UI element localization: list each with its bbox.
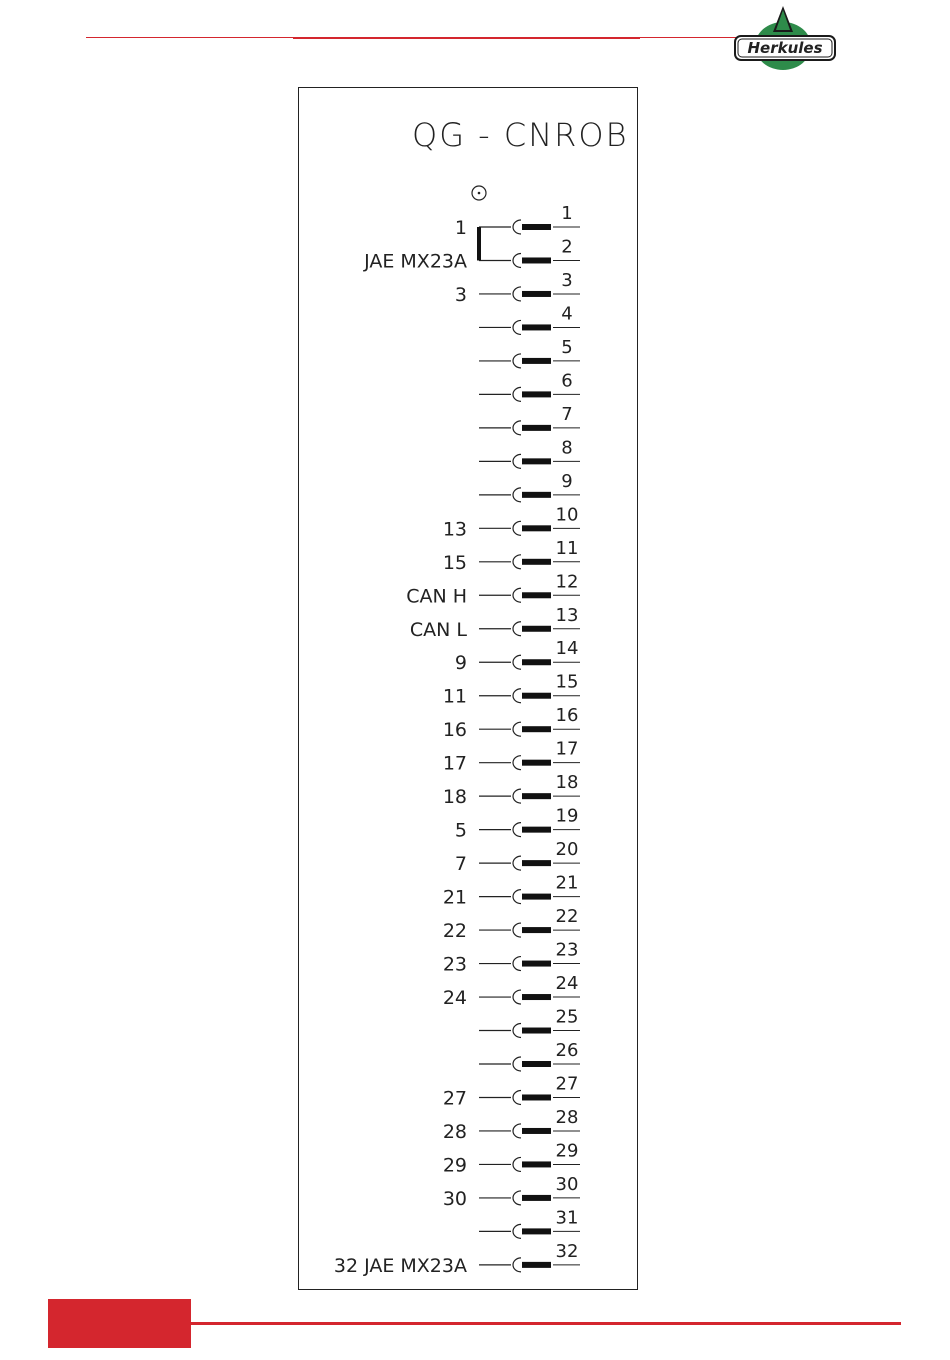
- pin-terminal: [522, 257, 551, 263]
- wire-label: 1: [454, 217, 467, 239]
- pin-socket-icon: [513, 990, 521, 1004]
- pin-terminal: [522, 324, 551, 330]
- pin-terminal: [522, 659, 551, 665]
- pin-number: 10: [555, 504, 579, 526]
- pin-socket-icon: [513, 789, 521, 803]
- pin-terminal: [522, 425, 551, 431]
- pin-number: 8: [561, 437, 573, 459]
- pin-terminal: [522, 1061, 551, 1067]
- pin-number: 4: [561, 303, 573, 325]
- pin-number: 5: [561, 336, 573, 358]
- pin-socket-icon: [513, 220, 521, 234]
- wire-label: 13: [442, 518, 467, 541]
- pin-number: 23: [555, 939, 579, 961]
- wire-label: CAN H: [406, 585, 467, 608]
- pin-socket-icon: [513, 421, 521, 435]
- pin-number: 30: [555, 1173, 579, 1195]
- wire-label: 3: [454, 283, 467, 306]
- pin-socket-icon: [513, 622, 521, 636]
- pin-number: 19: [555, 805, 579, 827]
- pin-number: 3: [561, 269, 573, 291]
- pin-terminal: [522, 1128, 551, 1134]
- pin-socket-icon: [513, 354, 521, 368]
- footer-rule: [191, 1322, 901, 1325]
- pin-number: 1: [561, 203, 573, 224]
- pin-socket-icon: [513, 320, 521, 334]
- pin-number: 24: [555, 973, 579, 995]
- pin-number: 9: [561, 470, 573, 492]
- wire-label: 24: [442, 987, 467, 1010]
- pin-terminal: [522, 391, 551, 397]
- pin-terminal: [522, 1094, 551, 1100]
- pin-terminal: [522, 525, 551, 531]
- pin-number: 20: [555, 839, 579, 861]
- pin-terminal: [522, 492, 551, 498]
- pin-terminal: [522, 693, 551, 699]
- pin-socket-icon: [513, 1157, 521, 1171]
- wire-label: 27: [442, 1087, 467, 1110]
- pin-socket-icon: [513, 1224, 521, 1238]
- pin-socket-icon: [513, 1191, 521, 1205]
- pin-terminal: [522, 827, 551, 833]
- pin-number: 11: [555, 537, 579, 559]
- pin-socket-icon: [513, 488, 521, 502]
- connector-label-top: JAE MX23A: [364, 250, 467, 273]
- pin-terminal: [522, 726, 551, 732]
- pin-terminal: [522, 458, 551, 464]
- pin-number: 25: [555, 1006, 579, 1028]
- pin-terminal: [522, 894, 551, 900]
- footer-page-tab: [48, 1299, 191, 1348]
- pin-socket-icon: [513, 923, 521, 937]
- pin-terminal: [522, 1195, 551, 1201]
- pin-socket-icon: [513, 957, 521, 971]
- pin-socket-icon: [513, 1090, 521, 1104]
- pin-terminal: [522, 994, 551, 1000]
- pin-socket-icon: [513, 1057, 521, 1071]
- wire-label: 28: [442, 1120, 467, 1143]
- pin-socket-icon: [513, 722, 521, 736]
- pin-number: 13: [555, 604, 579, 626]
- pin-terminal: [522, 1161, 551, 1167]
- pin-terminal: [522, 592, 551, 598]
- circle-dot-icon-center: [478, 192, 481, 195]
- pin-terminal: [522, 927, 551, 933]
- pin-number: 16: [555, 705, 579, 727]
- wire-label: 9: [454, 652, 467, 675]
- pin-terminal: [522, 626, 551, 632]
- pin-number: 31: [555, 1207, 579, 1229]
- pin-terminal: [522, 860, 551, 866]
- pin-terminal: [522, 1262, 551, 1268]
- pin-socket-icon: [513, 756, 521, 770]
- pin-socket-icon: [513, 555, 521, 569]
- pin-number: 2: [561, 236, 573, 258]
- pin-socket-icon: [513, 287, 521, 301]
- logo-wordmark: Herkules: [747, 39, 823, 57]
- pin-number: 17: [555, 738, 579, 760]
- pin-socket-icon: [513, 521, 521, 535]
- pin-number: 18: [555, 772, 579, 794]
- wire-label: 18: [442, 786, 467, 809]
- pin-number: 22: [555, 906, 579, 928]
- pin-number: 32: [555, 1240, 579, 1262]
- pin-number: 26: [555, 1040, 579, 1061]
- pin-number: 6: [561, 370, 573, 392]
- wire-label: 16: [442, 719, 467, 742]
- wire-label: 5: [454, 819, 467, 842]
- pin-socket-icon: [513, 689, 521, 703]
- pin-number: 7: [561, 403, 573, 425]
- pin-terminal: [522, 760, 551, 766]
- pin-socket-icon: [513, 823, 521, 837]
- pin-socket-icon: [513, 890, 521, 904]
- pin-terminal: [522, 358, 551, 364]
- pin-number: 15: [555, 671, 579, 693]
- pin-terminal: [522, 224, 551, 230]
- wire-label: 22: [442, 920, 467, 943]
- pin-terminal: [522, 1028, 551, 1034]
- pin-socket-icon: [513, 387, 521, 401]
- pin-socket-icon: [513, 1124, 521, 1138]
- pin-socket-icon: [513, 454, 521, 468]
- pin-socket-icon: [513, 588, 521, 602]
- pin-terminal: [522, 291, 551, 297]
- wire-label: 7: [454, 853, 467, 876]
- pin-number: 14: [555, 638, 579, 660]
- wire-label: 17: [442, 752, 467, 775]
- pin-number: 28: [555, 1106, 579, 1128]
- pin-terminal: [522, 961, 551, 967]
- pin-number: 29: [555, 1140, 579, 1162]
- pin-number: 21: [555, 872, 579, 894]
- wire-label: 11: [442, 685, 467, 708]
- wire-label: CAN L: [409, 618, 467, 641]
- pin-number: 27: [555, 1073, 579, 1095]
- wire-label: 29: [442, 1154, 467, 1177]
- wire-label: 23: [442, 953, 467, 976]
- pin-socket-icon: [513, 1024, 521, 1038]
- pin-number: 12: [555, 571, 579, 593]
- pin-terminal: [522, 793, 551, 799]
- pin-socket-icon: [513, 856, 521, 870]
- diagram-title: QG - CNROB: [412, 116, 629, 154]
- wire-label: 21: [442, 886, 467, 909]
- pin-socket-icon: [513, 253, 521, 267]
- connector-label-bottom: 32 JAE MX23A: [333, 1254, 467, 1277]
- pin-socket-icon: [513, 1258, 521, 1272]
- pin-terminal: [522, 1228, 551, 1234]
- wire-label: 30: [442, 1187, 467, 1210]
- wire-label: 15: [442, 551, 467, 574]
- pin-socket-icon: [513, 655, 521, 669]
- pin-terminal: [522, 559, 551, 565]
